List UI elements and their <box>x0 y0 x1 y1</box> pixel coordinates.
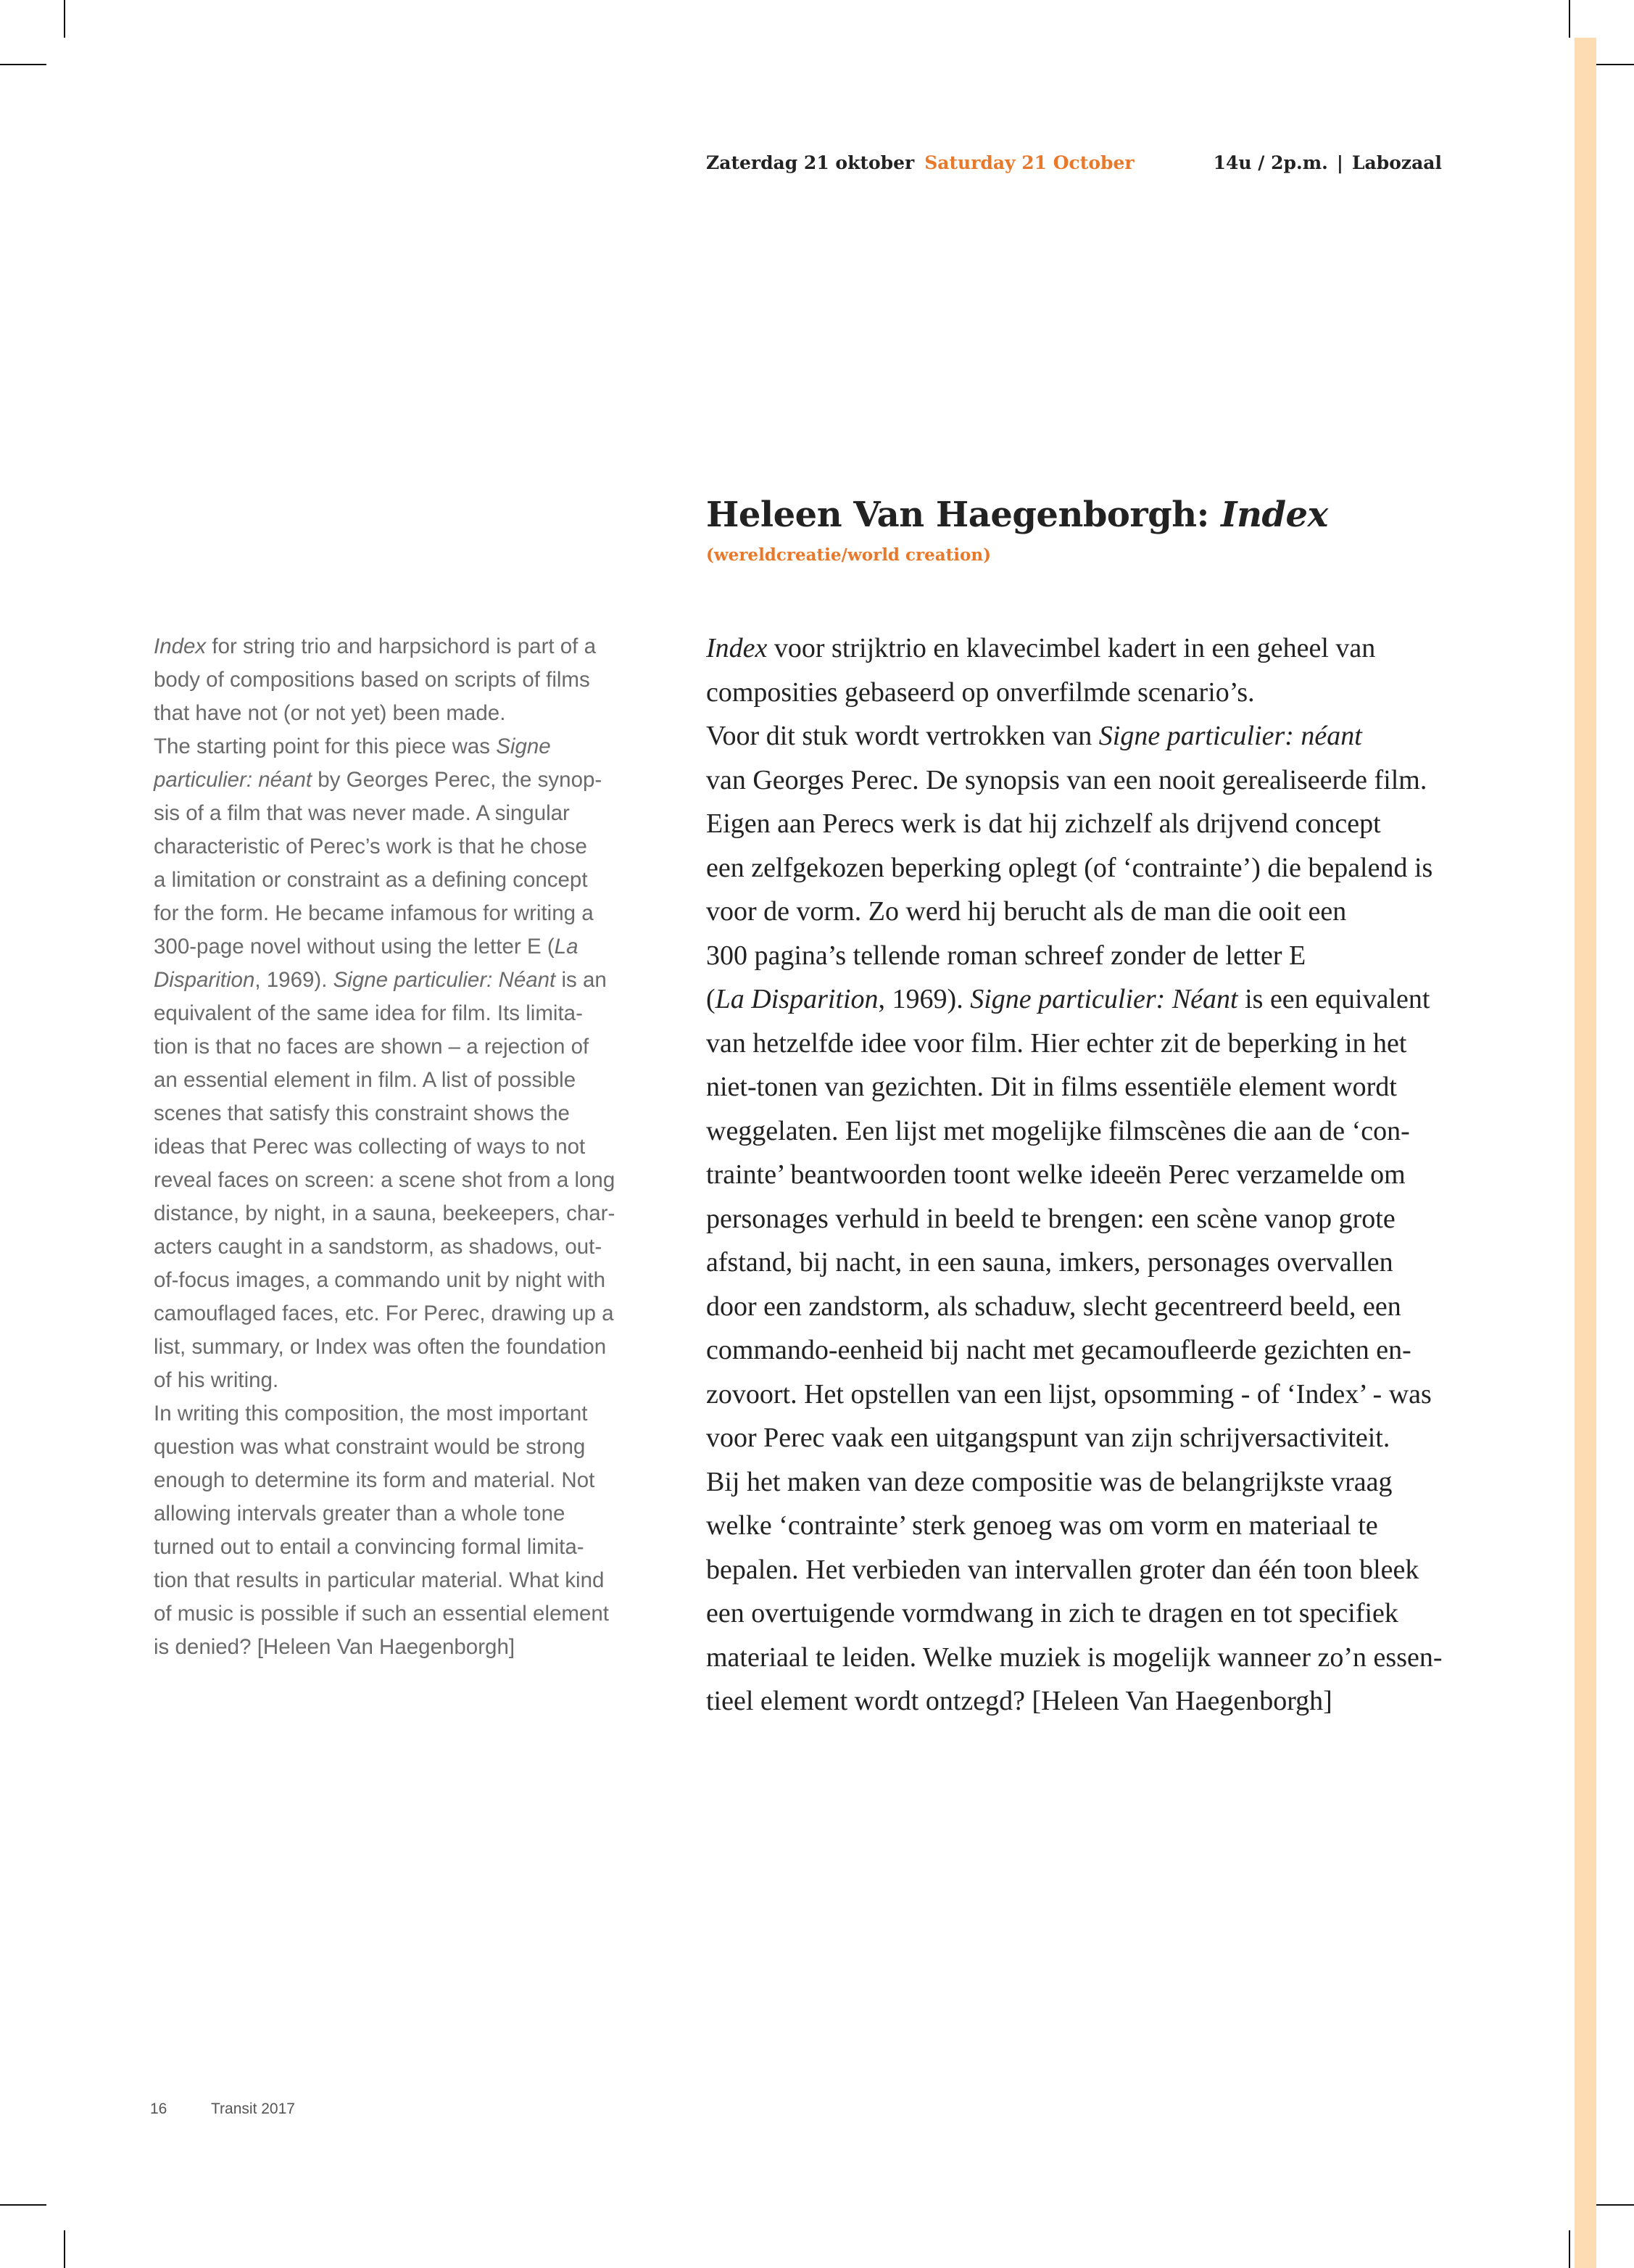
english-text-column <box>154 630 654 1664</box>
text-segment: ideas that Perec was collecting of ways to not <box>154 1135 586 1159</box>
text-segment: welke ‘contrainte’ sterk genoeg was om vorm en materiaal te <box>706 1510 1378 1541</box>
italic-title: Signe <box>496 734 551 758</box>
dutch-text-line <box>706 846 1453 890</box>
crop-mark <box>64 0 65 38</box>
text-segment: is an <box>555 968 607 992</box>
english-text-line <box>154 1030 654 1064</box>
text-segment: niet-tonen van gezichten. Dit in films essentiële element wordt <box>706 1072 1397 1102</box>
text-segment: Voor dit stuk wordt vertrokken van <box>706 721 1099 751</box>
english-text-line <box>154 1164 654 1197</box>
side-color-band <box>1575 38 1596 2268</box>
text-segment: 300 pagina’s tellende roman schreef zonder de letter E <box>706 940 1306 971</box>
italic-title: La Disparition <box>715 984 879 1014</box>
text-segment: trainte’ beantwoorden toont welke ideeën Perec verzamelde om <box>706 1159 1406 1190</box>
page-subtitle: (wereldcreatie/world creation) <box>706 545 991 565</box>
text-segment: that have not (or not yet) been made. <box>154 701 506 725</box>
english-text-line <box>154 1464 654 1497</box>
title-work: Index <box>1221 494 1328 535</box>
dutch-text-line <box>706 1636 1453 1680</box>
text-segment: composities gebaseerd op onverfilmde scenario’s. <box>706 676 1255 708</box>
english-text-line <box>154 1497 654 1531</box>
text-segment: tion is that no faces are shown – a rejection of <box>154 1035 589 1059</box>
italic-title: particulier: néant <box>154 768 312 792</box>
dutch-text-line <box>706 671 1453 715</box>
event-time-venue <box>1214 152 1442 173</box>
text-segment: Bij het maken van deze compositie was de belangrijkste vraag <box>706 1466 1393 1497</box>
text-segment: question was what constraint would be strong <box>154 1435 586 1459</box>
dutch-text-line <box>706 1460 1453 1505</box>
text-segment: In writing this composition, the most important <box>154 1402 588 1425</box>
italic-title: Signe particulier: Néant <box>333 968 556 992</box>
text-segment: scenes that satisfy this constraint shows the <box>154 1101 570 1125</box>
english-text-line <box>154 1097 654 1130</box>
english-text-line <box>154 1297 654 1330</box>
text-segment: van hetzelfde idee voor film. Hier echter zit de beperking in het <box>706 1027 1407 1059</box>
dutch-text-line <box>706 1022 1453 1066</box>
event-time: 14u / 2p.m. <box>1213 152 1328 173</box>
dutch-text-line <box>706 758 1453 803</box>
dutch-text-line <box>706 1241 1453 1285</box>
english-text-line <box>154 897 654 930</box>
text-segment: voor Perec vaak een uitgangspunt van zijn schrijversactiviteit. <box>706 1423 1390 1453</box>
text-segment: zovoort. Het opstellen van een lijst, opsomming - of ‘Index’ - was <box>706 1378 1432 1410</box>
dutch-text-line <box>706 1109 1453 1154</box>
dutch-text-line <box>706 1065 1453 1109</box>
english-text-line <box>154 1597 654 1631</box>
text-segment: by Georges Perec, the synop- <box>312 768 602 792</box>
dutch-text-line <box>706 1416 1453 1460</box>
text-segment: afstand, bij nacht, in een sauna, imkers, personages overvallen <box>706 1247 1393 1278</box>
page-number: 16 <box>150 2101 167 2117</box>
text-segment: an essential element in film. A list of possible <box>154 1068 576 1092</box>
text-segment: ( <box>706 984 716 1014</box>
text-segment: acters caught in a sandstorm, as shadows, out- <box>154 1235 602 1259</box>
english-text-line <box>154 697 654 730</box>
english-text-line <box>154 830 654 864</box>
text-segment: tieel element wordt ontzegd? [Heleen Van Haegenborgh] <box>706 1686 1332 1716</box>
page-title <box>706 494 1328 535</box>
english-text-line <box>154 1397 654 1431</box>
crop-mark <box>0 64 46 65</box>
text-segment: , 1969). <box>254 968 333 992</box>
english-text-line <box>154 930 654 964</box>
dutch-text-line <box>706 1197 1453 1241</box>
text-segment: for string trio and harpsichord is part of a <box>206 634 596 658</box>
text-segment: a limitation or constraint as a defining concept <box>154 868 588 892</box>
english-text-line <box>154 1264 654 1297</box>
text-segment: is een equivalent <box>1237 984 1430 1014</box>
text-segment: distance, by night, in a sauna, beekeepers, char- <box>154 1201 615 1225</box>
text-segment: 300-page novel without using the letter E ( <box>154 935 555 959</box>
text-segment: of-focus images, a commando unit by night with <box>154 1268 606 1292</box>
dutch-text-line <box>706 1328 1453 1373</box>
text-segment: sis of a film that was never made. A singular <box>154 801 570 825</box>
text-segment: list, summary, or Index was often the foundation <box>154 1335 607 1359</box>
text-segment: allowing intervals greater than a whole tone <box>154 1502 565 1526</box>
dutch-text-line <box>706 977 1453 1022</box>
dutch-text-line <box>706 1373 1453 1417</box>
dutch-text-line <box>706 802 1453 846</box>
dutch-text-line <box>706 934 1453 978</box>
text-segment: voor de vorm. Zo werd hij berucht als de man die ooit een <box>706 896 1347 927</box>
english-text-line <box>154 1130 654 1164</box>
text-segment: van Georges Perec. De synopsis van een nooit gerealiseerde film. <box>706 764 1427 795</box>
dutch-text-line <box>706 1548 1453 1592</box>
english-text-line <box>154 964 654 997</box>
text-segment: characteristic of Perec’s work is that he chose <box>154 835 587 858</box>
italic-title: La <box>554 935 578 959</box>
english-text-line <box>154 1431 654 1464</box>
english-text-line <box>154 1364 654 1397</box>
dutch-text-line <box>706 1592 1453 1636</box>
text-segment: door een zandstorm, als schaduw, slecht gecentreerd beeld, een <box>706 1291 1401 1322</box>
title-composer: Heleen Van Haegenborgh: <box>706 494 1222 535</box>
header-separator: | <box>1336 152 1343 173</box>
crop-mark <box>1569 2230 1570 2268</box>
text-segment: tion that results in particular material. What kind <box>154 1568 605 1592</box>
publication-name: Transit 2017 <box>211 2101 295 2117</box>
text-segment: commando-eenheid bij nacht met gecamoufleerde gezichten en- <box>706 1335 1411 1365</box>
dutch-text-line <box>706 1504 1453 1548</box>
italic-title: Index <box>706 633 768 663</box>
english-text-line <box>154 1564 654 1597</box>
text-segment: camouflaged faces, etc. For Perec, drawing up a <box>154 1301 614 1325</box>
english-text-line <box>154 730 654 763</box>
english-text-line <box>154 1330 654 1364</box>
english-text-line <box>154 1230 654 1264</box>
text-segment: een overtuigende vormdwang in zich te dragen en tot specifiek <box>706 1598 1398 1628</box>
crop-mark <box>0 2204 46 2206</box>
text-segment: bepalen. Het verbieden van intervallen groter dan één toon bleek <box>706 1554 1419 1585</box>
date-dutch: Zaterdag 21 oktober <box>706 152 915 173</box>
dutch-text-line <box>706 1285 1453 1329</box>
text-segment: is denied? [Heleen Van Haegenborgh] <box>154 1635 515 1659</box>
italic-title: Index <box>154 634 207 658</box>
text-segment: een zelfgekozen beperking oplegt (of ‘contrainte’) die bepalend is <box>706 852 1433 883</box>
english-text-line <box>154 1531 654 1564</box>
event-date <box>706 152 1135 173</box>
english-text-line <box>154 630 654 663</box>
english-text-line <box>154 1631 654 1664</box>
italic-title: Signe particulier: Néant <box>970 984 1238 1014</box>
text-segment: reveal faces on screen: a scene shot from a long <box>154 1168 615 1192</box>
crop-mark <box>64 2230 65 2268</box>
english-text-line <box>154 797 654 830</box>
english-text-line <box>154 1064 654 1097</box>
text-segment: personages verhuld in beeld te brengen: een scène vanop grote <box>706 1203 1395 1234</box>
english-text-line <box>154 997 654 1030</box>
english-text-line <box>154 1197 654 1230</box>
text-segment: Eigen aan Perecs werk is dat hij zichzelf als drijvend concept <box>706 808 1381 839</box>
italic-title: Disparition <box>154 968 255 992</box>
text-segment: , 1969). <box>878 984 971 1014</box>
date-english: Saturday 21 October <box>924 152 1135 173</box>
dutch-text-line <box>706 1679 1453 1723</box>
text-segment: voor strijktrio en klavecimbel kadert in een geheel van <box>767 633 1376 663</box>
english-text-line <box>154 864 654 897</box>
text-segment: materiaal te leiden. Welke muziek is mogelijk wanneer zo’n essen- <box>706 1642 1443 1673</box>
text-segment: enough to determine its form and material. Not <box>154 1468 595 1492</box>
text-segment: for the form. He became infamous for writing a <box>154 901 594 925</box>
italic-title: Signe particulier: néant <box>1098 721 1362 751</box>
text-segment: of his writing. <box>154 1368 279 1392</box>
dutch-text-line <box>706 1153 1453 1197</box>
dutch-text-column <box>706 626 1453 1723</box>
text-segment: turned out to entail a convincing formal limita- <box>154 1535 584 1559</box>
english-text-line <box>154 763 654 797</box>
text-segment: of music is possible if such an essential element <box>154 1602 609 1626</box>
event-venue: Labozaal <box>1351 152 1442 173</box>
text-segment: weggelaten. Een lijst met mogelijke filmscènes die aan de ‘con- <box>706 1115 1410 1146</box>
dutch-text-line <box>706 626 1453 671</box>
dutch-text-line <box>706 890 1453 934</box>
dutch-text-line <box>706 714 1453 758</box>
text-segment: The starting point for this piece was <box>154 734 497 758</box>
english-text-line <box>154 663 654 697</box>
crop-mark <box>1569 0 1570 38</box>
text-segment: equivalent of the same idea for film. Its limita- <box>154 1001 583 1025</box>
text-segment: body of compositions based on scripts of films <box>154 668 590 692</box>
